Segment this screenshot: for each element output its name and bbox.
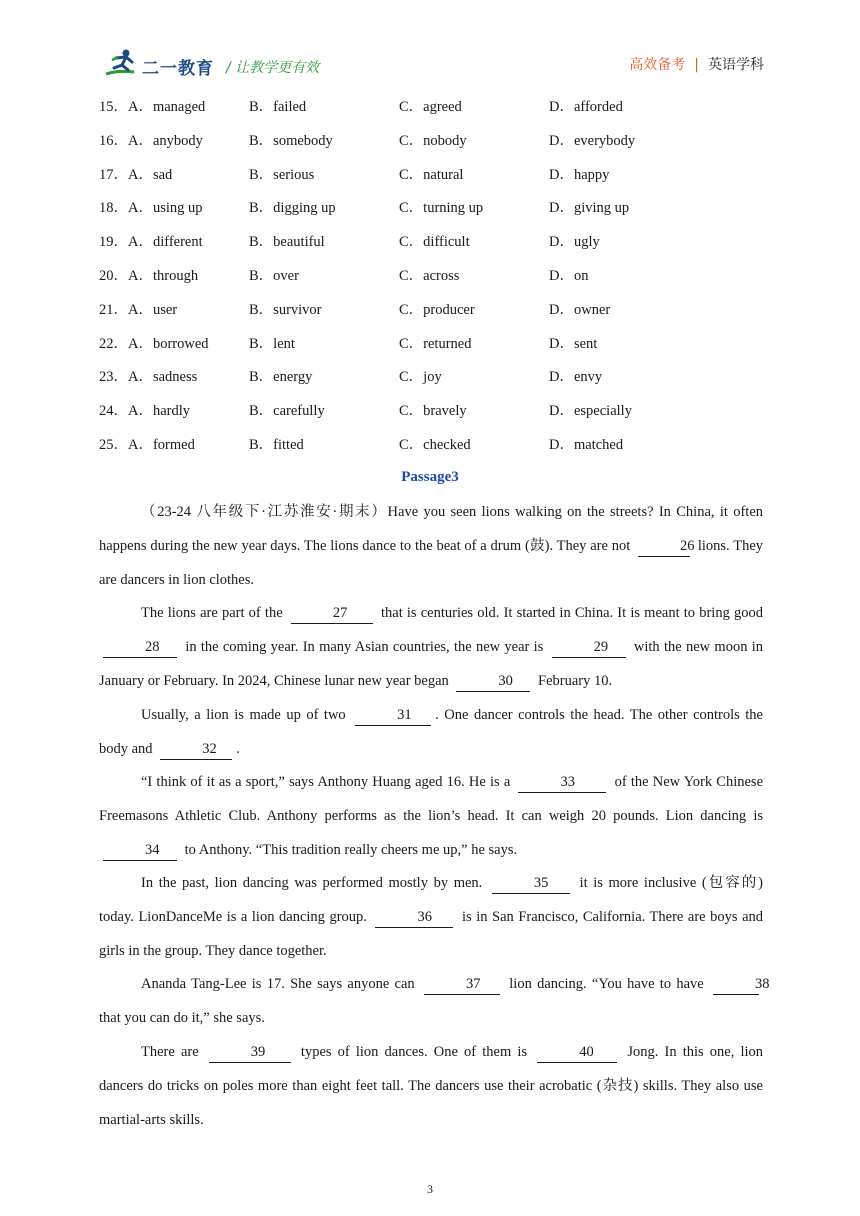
option-row (99, 264, 779, 298)
paragraph-4 (99, 766, 763, 867)
p1-text-2: lions. They are dancers in lion clothes. (99, 537, 764, 588)
p7-text-1: There are (141, 1044, 199, 1060)
blank-36[interactable]: 36 (375, 907, 453, 928)
option-row (99, 163, 779, 197)
option-a[interactable]: A．sad (128, 166, 173, 183)
option-d[interactable]: D．afforded (549, 99, 623, 115)
p6-text-3: that you can do it,” she says. (99, 1009, 265, 1026)
p6-text-1: Ananda Tang-Lee is 17. She says anyone can (141, 976, 415, 992)
p4-text-1: “I think of it as a sport,” says Anthony Huang aged 16. He is a (141, 774, 511, 790)
page-header (100, 44, 764, 84)
option-row (99, 298, 779, 332)
question-number: 23． (99, 369, 128, 386)
blank-28[interactable]: 28 (103, 637, 177, 658)
option-b[interactable]: B．lent (249, 335, 295, 352)
option-c[interactable]: C．across (399, 267, 460, 284)
option-d[interactable]: D．matched (549, 436, 624, 453)
option-b-cell (249, 129, 399, 163)
p2-text-2: that is centuries old. It started in China. It is meant to bring good (380, 605, 764, 621)
p3-text-2: . One dancer controls the head. The other controls the body and (99, 707, 763, 757)
option-c-cell (399, 163, 549, 197)
option-d-cell (549, 399, 749, 433)
option-c[interactable]: C．producer (399, 301, 475, 318)
p7-text-2: types of lion dances. One of them is (300, 1044, 528, 1060)
option-a-cell (99, 365, 249, 399)
option-d-cell (549, 196, 749, 230)
option-b-cell (249, 332, 399, 366)
option-d-cell (549, 365, 749, 399)
option-d[interactable]: D．giving up (549, 200, 630, 217)
option-c-cell (399, 196, 549, 230)
runner-logo-icon (104, 48, 138, 78)
option-a[interactable]: A．managed (128, 99, 206, 115)
option-a-cell (99, 264, 249, 298)
option-b[interactable]: B．energy (249, 369, 313, 386)
option-a[interactable]: A．user (128, 301, 178, 318)
brand-slogan: / 让教学更有效 (226, 60, 320, 76)
question-number: 15． (99, 99, 128, 115)
p2-text-1: The lions are part of the (141, 605, 283, 621)
question-number: 19． (99, 234, 128, 251)
p3-text-1: Usually, a lion is made up of two (141, 707, 346, 723)
p5-text-2: it is more inclusive (包容的) today. LionDanceMe is a lion dancing group. (99, 875, 764, 925)
option-c-cell (399, 298, 549, 332)
p2-text-5: February 10. (538, 672, 613, 689)
option-c-cell (399, 332, 549, 366)
option-row (99, 399, 779, 433)
option-a-cell (99, 196, 249, 230)
question-number: 18． (99, 200, 128, 217)
option-b[interactable]: B．over (249, 267, 299, 284)
option-d-cell (549, 264, 749, 298)
option-d-cell (549, 298, 749, 332)
header-separator: | (694, 57, 699, 73)
blank-29[interactable]: 29 (552, 637, 626, 658)
option-b[interactable]: B．carefully (249, 403, 325, 420)
option-c[interactable]: C．bravely (399, 403, 467, 420)
option-b-cell (249, 365, 399, 399)
p1-text-1: （23-24 八年级下·江苏淮安·期末）Have you seen lions walking on the streets? In China, it often happens during the new year days. The lions dance to the beat of a drum (鼓). They are not (99, 504, 763, 554)
option-d-cell (549, 332, 749, 366)
paragraph-2 (99, 597, 763, 698)
passage-title: Passage3 (401, 469, 459, 485)
option-row (99, 230, 779, 264)
blank-33[interactable]: 33 (518, 772, 606, 793)
option-a-cell (99, 332, 249, 366)
option-c[interactable]: C．nobody (399, 132, 467, 149)
blank-37[interactable]: 37 (424, 974, 500, 995)
answer-options (99, 95, 779, 467)
option-d[interactable]: D．ugly (549, 234, 600, 251)
option-c[interactable]: C．natural (399, 166, 464, 183)
header-subject-label: 英语学科 (708, 57, 764, 73)
option-a[interactable]: A．borrowed (128, 335, 209, 352)
blank-31[interactable]: 31 (355, 705, 431, 726)
option-b-cell (249, 433, 399, 467)
option-c-cell (399, 264, 549, 298)
option-c-cell (399, 230, 549, 264)
option-c[interactable]: C．turning up (399, 200, 484, 217)
option-b-cell (249, 95, 399, 129)
option-c-cell (399, 95, 549, 129)
option-d[interactable]: D．owner (549, 301, 611, 318)
option-a[interactable]: A．anybody (128, 132, 203, 149)
option-c[interactable]: C．checked (399, 436, 471, 453)
question-number: 16． (99, 132, 128, 149)
p6-text-2: lion dancing. “You have to have (509, 976, 704, 992)
option-c[interactable]: C．difficult (399, 234, 470, 251)
p4-text-3: to Anthony. “This tradition really cheers me up,” he says. (184, 841, 518, 858)
option-a[interactable]: A．using up (128, 200, 203, 217)
option-b[interactable]: B．digging up (249, 200, 336, 217)
question-number: 17． (99, 166, 128, 183)
option-d-cell (549, 129, 749, 163)
brand-name: 二一教育 (142, 59, 214, 79)
blank-30[interactable]: 30 (456, 671, 530, 692)
option-b[interactable]: B．somebody (249, 132, 333, 149)
question-number: 22． (99, 335, 128, 352)
p5-text-3: is in San Francisco, California. There are boys and girls in the group. They dance together. (99, 908, 764, 959)
question-number: 24． (99, 403, 128, 420)
paragraph-7 (99, 1036, 763, 1137)
option-c-cell (399, 129, 549, 163)
option-row (99, 433, 779, 467)
option-a-cell (99, 298, 249, 332)
option-b[interactable]: B．serious (249, 166, 315, 183)
blank-26[interactable]: 26 (638, 536, 690, 557)
option-a[interactable]: A．through (128, 267, 199, 284)
question-number: 25． (99, 436, 128, 453)
p7-text-3: Jong. In this one, lion dancers do tricks on poles more than eight feet tall. The dancers use their acrobatic (杂技) skills. They also use martial-arts skills. (99, 1044, 764, 1128)
option-b[interactable]: B．survivor (249, 301, 322, 318)
blank-35[interactable]: 35 (492, 873, 570, 894)
p2-text-4: with the new moon in January or February. In 2024, Chinese lunar new year began (99, 638, 764, 689)
option-d[interactable]: D．sent (549, 335, 598, 352)
option-d[interactable]: D．happy (549, 166, 610, 183)
option-c-cell (399, 433, 549, 467)
option-d[interactable]: D．envy (549, 369, 603, 386)
option-d-cell (549, 433, 749, 467)
blank-27[interactable]: 27 (291, 603, 373, 624)
option-a-cell (99, 230, 249, 264)
header-tagline: 高效备考 (629, 57, 686, 73)
option-b-cell (249, 298, 399, 332)
blank-32[interactable]: 32 (160, 739, 232, 760)
option-d[interactable]: D．on (549, 267, 589, 284)
option-a[interactable]: A．hardly (128, 403, 191, 420)
option-a[interactable]: A．formed (128, 436, 195, 453)
paragraph-3 (99, 699, 763, 767)
question-number: 21． (99, 301, 128, 318)
option-d-cell (549, 95, 749, 129)
question-number: 20． (99, 267, 128, 284)
option-a-cell (99, 129, 249, 163)
option-row (99, 196, 779, 230)
option-row (99, 365, 779, 399)
option-b[interactable]: B．beautiful (249, 234, 325, 251)
p2-text-3: in the coming year. In many Asian countries, the new year is (185, 638, 544, 655)
option-a-cell (99, 433, 249, 467)
option-row (99, 129, 779, 163)
option-d[interactable]: D．especially (549, 403, 632, 420)
option-a[interactable]: A．sadness (128, 369, 198, 386)
option-c-cell (399, 399, 549, 433)
paragraph-1 (99, 496, 763, 597)
blank-39[interactable]: 39 (209, 1042, 291, 1063)
option-d[interactable]: D．everybody (549, 132, 636, 149)
option-d-cell (549, 230, 749, 264)
option-row (99, 332, 779, 366)
option-c[interactable]: C．joy (399, 369, 442, 386)
header-subject (629, 54, 764, 74)
logo (104, 48, 344, 80)
p3-text-3: . (236, 740, 240, 757)
option-a[interactable]: A．different (128, 234, 203, 251)
option-row (99, 95, 779, 129)
option-a-cell (99, 95, 249, 129)
option-b-cell (249, 230, 399, 264)
paragraph-5 (99, 867, 763, 968)
option-a-cell (99, 163, 249, 197)
p4-text-2: of the New York Chinese Freemasons Athletic Club. Anthony performs as the lion’s head. It can weigh 20 pounds. Lion dancing is (99, 774, 764, 824)
p5-text-1: In the past, lion dancing was performed mostly by men. (141, 875, 483, 891)
page-number: 3 (427, 1182, 433, 1196)
option-b[interactable]: B．fitted (249, 436, 304, 453)
option-c-cell (399, 365, 549, 399)
paragraph-6 (99, 968, 770, 1036)
option-b[interactable]: B．failed (249, 99, 307, 115)
option-b-cell (249, 264, 399, 298)
option-b-cell (249, 196, 399, 230)
option-c[interactable]: C．agreed (399, 99, 462, 115)
option-b-cell (249, 399, 399, 433)
blank-38[interactable]: 38 (713, 974, 759, 995)
option-a-cell (99, 399, 249, 433)
blank-40[interactable]: 40 (537, 1042, 617, 1063)
option-c[interactable]: C．returned (399, 335, 472, 352)
blank-34[interactable]: 34 (103, 840, 177, 861)
option-b-cell (249, 163, 399, 197)
option-d-cell (549, 163, 749, 197)
